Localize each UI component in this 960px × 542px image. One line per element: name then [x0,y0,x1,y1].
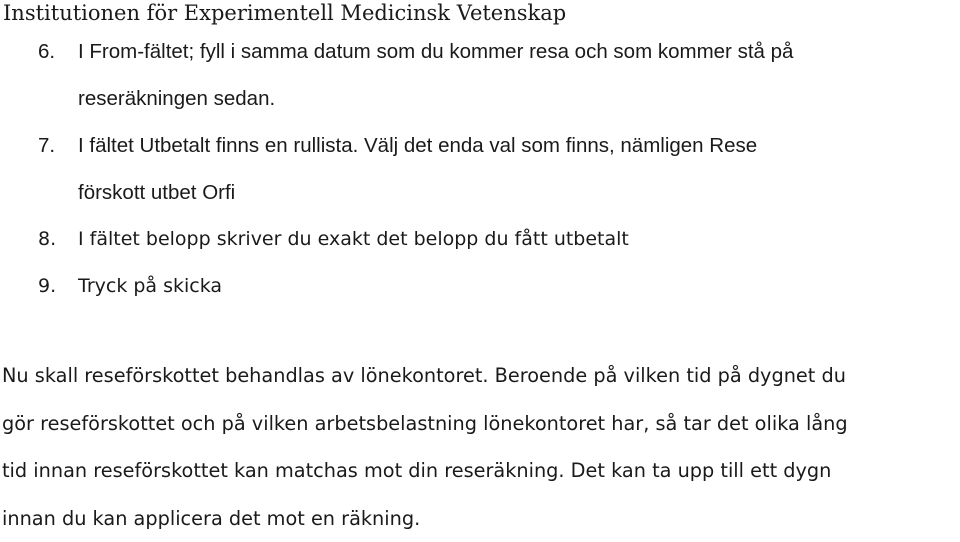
institution-title: Institutionen för Experimentell Medicinsk Vetenskap [3,1,566,25]
step-6 [0,28,960,75]
step-7 [0,122,960,169]
paragraph-line: gör reseförskottet och på vilken arbetsbelastning lönekontoret har, så tar det olika lång [2,400,958,448]
step-text: I fältet Utbetalt finns en rullista. Välj det enda val som finns, nämligen Rese [78,134,757,157]
step-text: I From-fältet; fyll i samma datum som du kommer resa och som kommer stå på [78,40,793,63]
step-number: 6. [38,28,55,75]
step-8 [0,216,960,263]
step-number: 7. [38,122,55,169]
paragraph-line: tid innan reseförskottet kan matchas mot din reseräkning. Det kan ta upp till ett dygn [2,447,958,495]
paragraph-line: Nu skall reseförskottet behandlas av lönekontoret. Beroende på vilken tid på dygnet du [2,352,958,400]
step-9 [0,263,960,310]
step-number: 9. [38,263,56,310]
page-header [3,0,566,26]
step-text: förskott utbet Orfi [78,181,235,204]
step-text: I fältet belopp skriver du exakt det belopp du fått utbetalt [78,228,629,250]
step-6-continued [0,75,960,122]
step-text: Tryck på skicka [78,275,222,297]
step-text: reseräkningen sedan. [78,87,275,110]
instruction-list [0,28,960,310]
paragraph-line: innan du kan applicera det mot en räkning. [2,495,958,542]
info-paragraph [2,352,958,542]
step-number: 8. [38,216,56,263]
step-7-continued [0,169,960,216]
